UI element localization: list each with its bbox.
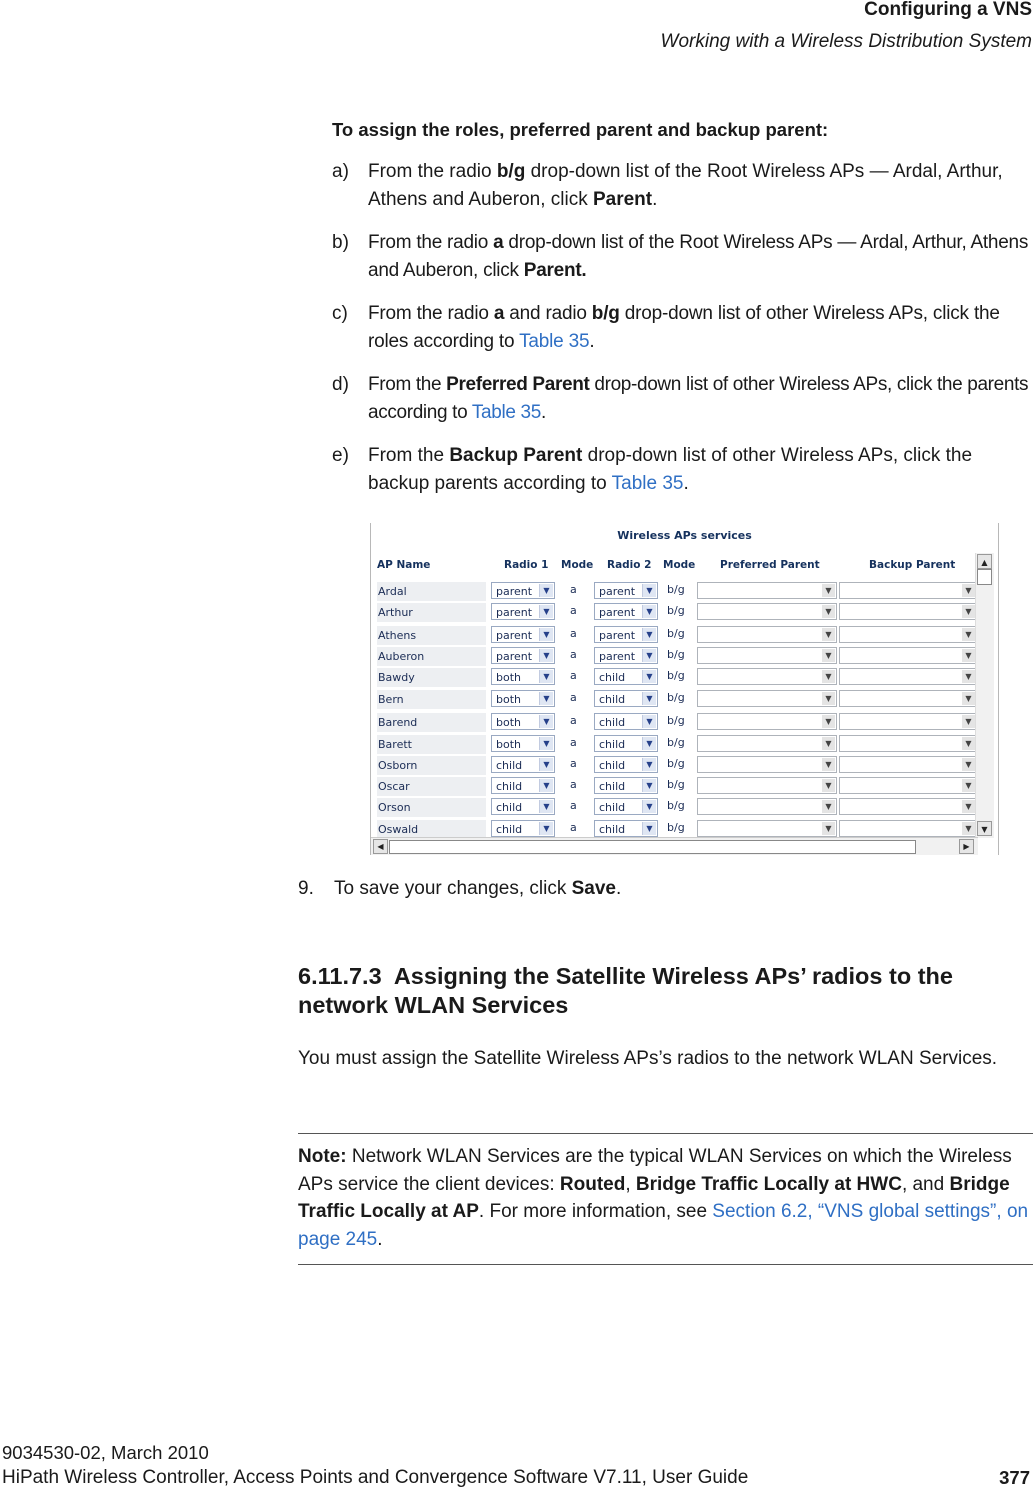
radio2-value: parent (599, 629, 636, 642)
section-number: 6.11.7.3 (298, 963, 382, 989)
mode2-value: b/g (667, 648, 685, 661)
note-bold: Routed (559, 1173, 626, 1195)
chevron-down-icon: ▼ (539, 605, 553, 618)
radio2-select[interactable] (594, 582, 658, 599)
chevron-down-icon: ▼ (642, 649, 656, 662)
chevron-down-icon: ▼ (822, 649, 835, 662)
chevron-down-icon: ▼ (539, 822, 553, 835)
step-text: . (540, 402, 546, 423)
step-text: drop-down list of the Root Wireless APs — Ardal, Arthur, Athens and Auberon, click (368, 161, 1003, 210)
step-b (332, 229, 1032, 285)
mode1-value: a (570, 627, 577, 640)
body-paragraph: You must assign the Satellite Wireless APs’s radios to the network WLAN Services. (298, 1048, 998, 1069)
chevron-down-icon: ▼ (962, 628, 975, 641)
radio2-select[interactable] (594, 735, 658, 752)
radio2-value: child (599, 780, 626, 793)
chevron-down-icon: ▼ (642, 628, 656, 641)
wireless-aps-services-screenshot (370, 523, 999, 855)
radio1-select[interactable] (491, 777, 555, 794)
preferred-parent-select[interactable] (697, 756, 837, 773)
radio2-value: parent (599, 650, 636, 663)
preferred-parent-select[interactable] (697, 820, 837, 837)
ap-name: Athens (377, 626, 486, 645)
ap-name: Barett (377, 735, 486, 754)
chevron-down-icon: ▼ (822, 628, 835, 641)
radio1-select[interactable] (491, 756, 555, 773)
step-label: d) (332, 374, 349, 395)
chevron-down-icon: ▼ (822, 605, 835, 618)
chevron-down-icon: ▼ (962, 584, 975, 597)
step-bold: a (493, 232, 504, 253)
chevron-down-icon: ▼ (962, 779, 975, 792)
col-ap-name: AP Name (377, 559, 431, 571)
radio1-select[interactable] (491, 626, 555, 643)
radio2-select[interactable] (594, 756, 658, 773)
radio1-value: parent (496, 650, 533, 663)
ap-name: Bern (377, 690, 486, 709)
step-bold: b/g (591, 303, 620, 324)
backup-parent-select[interactable] (839, 735, 977, 752)
mode2-value: b/g (667, 757, 685, 770)
chevron-down-icon: ▼ (642, 779, 656, 792)
radio1-value: parent (496, 629, 533, 642)
mode2-value: b/g (667, 736, 685, 749)
chevron-down-icon: ▼ (539, 649, 553, 662)
chevron-down-icon: ▼ (822, 758, 835, 771)
col-radio2: Radio 2 (607, 559, 652, 571)
ap-name: Barend (377, 713, 486, 732)
radio2-select[interactable] (594, 647, 658, 664)
step-text: . (652, 189, 658, 210)
chevron-down-icon: ▼ (962, 605, 975, 618)
chevron-down-icon: ▼ (962, 692, 975, 705)
step-bold: Parent. (523, 260, 587, 281)
step-c (332, 300, 1032, 356)
mode2-value: b/g (667, 821, 685, 834)
radio1-value: child (496, 823, 523, 836)
radio1-select[interactable] (491, 690, 555, 707)
step-text: From the (368, 445, 450, 466)
step-text: drop-down list of the Root Wireless APs — Ardal, Arthur, Athens and Auberon, click (368, 232, 1029, 281)
note-bold: Bridge Traffic Locally at HWC (635, 1173, 902, 1195)
note-label: Note: (298, 1146, 347, 1167)
backup-parent-select[interactable] (839, 690, 977, 707)
step-bold: a (493, 303, 505, 324)
step-text: drop-down list of other Wireless APs, click the backup parents according to (368, 445, 973, 494)
step-bold: Parent (592, 189, 653, 210)
radio2-value: child (599, 801, 626, 814)
radio1-value: child (496, 801, 523, 814)
radio1-select[interactable] (491, 798, 555, 815)
chevron-down-icon: ▼ (539, 628, 553, 641)
chevron-down-icon: ▼ (962, 800, 975, 813)
chevron-down-icon: ▼ (822, 670, 835, 683)
table-35-link[interactable]: Table 35 (519, 331, 590, 352)
step-text: . (683, 473, 689, 494)
step-text: From the radio (368, 161, 497, 182)
col-backup-parent: Backup Parent (869, 559, 956, 571)
chevron-down-icon: ▼ (642, 692, 656, 705)
step-a (332, 158, 1032, 214)
mode1-value: a (570, 799, 577, 812)
ap-name: Auberon (377, 647, 486, 666)
note-text: Network WLAN Services are the typical WLAN Services on which the Wireless APs service the client devices: (298, 1146, 1012, 1195)
step-bold: Save (571, 878, 616, 899)
preferred-parent-select[interactable] (697, 777, 837, 794)
chevron-down-icon: ▼ (822, 779, 835, 792)
chevron-down-icon: ▼ (539, 715, 553, 728)
chevron-down-icon: ▼ (962, 670, 975, 683)
radio1-value: parent (496, 585, 533, 598)
scroll-right-icon[interactable]: ▶ (959, 839, 974, 854)
radio1-select[interactable] (491, 735, 555, 752)
chevron-down-icon: ▼ (642, 605, 656, 618)
chevron-down-icon: ▼ (642, 670, 656, 683)
ap-name: Oswald (377, 820, 486, 839)
scroll-thumb[interactable] (389, 840, 916, 854)
ap-name: Arthur (377, 603, 486, 622)
chevron-down-icon: ▼ (962, 737, 975, 750)
mode1-value: a (570, 669, 577, 682)
chevron-down-icon: ▼ (539, 737, 553, 750)
mode2-value: b/g (667, 691, 685, 704)
chevron-down-icon: ▼ (642, 758, 656, 771)
mode2-value: b/g (667, 627, 685, 640)
chevron-down-icon: ▼ (822, 692, 835, 705)
radio1-select[interactable] (491, 713, 555, 730)
preferred-parent-select[interactable] (697, 582, 837, 599)
radio1-select[interactable] (491, 668, 555, 685)
scroll-thumb[interactable] (977, 569, 992, 585)
radio2-value: parent (599, 585, 636, 598)
step-text: From the radio (368, 303, 494, 324)
radio1-select[interactable] (491, 603, 555, 620)
step-d (332, 371, 1032, 427)
backup-parent-select[interactable] (839, 626, 977, 643)
note-bottom-rule (298, 1264, 1033, 1265)
step-text: From the (368, 374, 447, 395)
step-label: a) (332, 161, 349, 182)
mode2-value: b/g (667, 778, 685, 791)
radio2-value: child (599, 738, 626, 751)
preferred-parent-select[interactable] (697, 798, 837, 815)
chevron-down-icon: ▼ (642, 800, 656, 813)
mode2-value: b/g (667, 604, 685, 617)
preferred-parent-select[interactable] (697, 668, 837, 685)
step-bold: Backup Parent (449, 445, 583, 466)
backup-parent-select[interactable] (839, 777, 977, 794)
mode1-value: a (570, 778, 577, 791)
radio1-select[interactable] (491, 647, 555, 664)
chevron-down-icon: ▼ (539, 584, 553, 597)
note-text: , (625, 1173, 636, 1195)
step-label: c) (332, 303, 348, 324)
section-6-2-link[interactable]: Section 6.2, “VNS global settings”, on page 245 (298, 1201, 1029, 1250)
chevron-down-icon: ▼ (962, 715, 975, 728)
procedure-title: To assign the roles, preferred parent and backup parent: (332, 119, 829, 140)
chevron-down-icon: ▼ (962, 649, 975, 662)
chevron-down-icon: ▼ (822, 800, 835, 813)
table-35-link[interactable]: Table 35 (611, 473, 684, 494)
chevron-down-icon: ▼ (539, 670, 553, 683)
mode2-value: b/g (667, 669, 685, 682)
mode1-value: a (570, 736, 577, 749)
step-bold: Preferred Parent (446, 374, 590, 395)
radio1-value: both (496, 693, 521, 706)
note-top-rule (298, 1133, 1033, 1134)
chevron-down-icon: ▼ (642, 822, 656, 835)
radio2-select[interactable] (594, 777, 658, 794)
horizontal-scrollbar[interactable] (371, 837, 978, 855)
step-text: . (616, 878, 622, 899)
table-35-link[interactable]: Table 35 (471, 402, 541, 423)
radio1-value: both (496, 671, 521, 684)
chevron-down-icon: ▼ (539, 758, 553, 771)
note-bold: Bridge Traffic Locally at AP (298, 1173, 1010, 1222)
radio2-select[interactable] (594, 603, 658, 620)
chevron-down-icon: ▼ (822, 737, 835, 750)
section-heading (298, 962, 1018, 1020)
radio1-value: child (496, 780, 523, 793)
step-text: drop-down list of other Wireless APs, click the roles according to (368, 303, 1000, 352)
mode1-value: a (570, 714, 577, 727)
mode1-value: a (570, 821, 577, 834)
radio2-value: child (599, 716, 626, 729)
panel-title: Wireless APs services (617, 529, 752, 542)
mode2-value: b/g (667, 714, 685, 727)
chevron-down-icon: ▼ (642, 715, 656, 728)
page-number: 377 (999, 1467, 1030, 1488)
preferred-parent-select[interactable] (697, 626, 837, 643)
col-mode2: Mode (663, 559, 696, 571)
step-label: 9. (298, 878, 314, 899)
radio2-value: parent (599, 606, 636, 619)
step-text: and radio (504, 303, 592, 324)
mode1-value: a (570, 648, 577, 661)
step-text: To save your changes, click (334, 878, 572, 899)
scroll-up-icon[interactable]: ▲ (977, 554, 992, 569)
preferred-parent-select[interactable] (697, 603, 837, 620)
radio2-select[interactable] (594, 626, 658, 643)
radio1-select[interactable] (491, 820, 555, 837)
step-text: drop-down list of other Wireless APs, click the parents according to (368, 374, 1029, 423)
col-mode1: Mode (561, 559, 594, 571)
step-label: e) (332, 445, 349, 466)
mode2-value: b/g (667, 583, 685, 596)
vertical-scrollbar[interactable] (975, 553, 994, 838)
radio1-value: both (496, 738, 521, 751)
radio1-select[interactable] (491, 582, 555, 599)
ap-name: Oscar (377, 777, 486, 796)
backup-parent-select[interactable] (839, 582, 977, 599)
chevron-down-icon: ▼ (822, 822, 835, 835)
radio2-value: child (599, 671, 626, 684)
running-header-subtitle: Working with a Wireless Distribution System (660, 31, 1032, 52)
chevron-down-icon: ▼ (962, 822, 975, 835)
backup-parent-select[interactable] (839, 756, 977, 773)
preferred-parent-select[interactable] (697, 735, 837, 752)
footer-guide-title: HiPath Wireless Controller, Access Points and Convergence Software V7.11, User Guide (2, 1467, 749, 1488)
note-text: . For more information, see (478, 1201, 713, 1222)
backup-parent-select[interactable] (839, 647, 977, 664)
footer-doc-id: 9034530-02, March 2010 (2, 1442, 209, 1463)
chevron-down-icon: ▼ (642, 737, 656, 750)
radio2-select[interactable] (594, 820, 658, 837)
radio1-value: both (496, 716, 521, 729)
chevron-down-icon: ▼ (539, 692, 553, 705)
mode1-value: a (570, 604, 577, 617)
mode1-value: a (570, 583, 577, 596)
backup-parent-select[interactable] (839, 668, 977, 685)
backup-parent-select[interactable] (839, 603, 977, 620)
mode1-value: a (570, 757, 577, 770)
chevron-down-icon: ▼ (539, 779, 553, 792)
col-radio1: Radio 1 (504, 559, 549, 571)
preferred-parent-select[interactable] (697, 690, 837, 707)
note-text: . (377, 1228, 383, 1250)
ap-name: Bawdy (377, 668, 486, 687)
col-preferred-parent: Preferred Parent (720, 559, 820, 571)
step-e (332, 442, 1032, 498)
radio2-select[interactable] (594, 690, 658, 707)
note-text: , and (901, 1173, 950, 1195)
radio2-select[interactable] (594, 798, 658, 815)
radio1-value: child (496, 759, 523, 772)
backup-parent-select[interactable] (839, 798, 977, 815)
ap-name: Orson (377, 798, 486, 817)
radio2-value: child (599, 693, 626, 706)
ap-name: Osborn (377, 756, 486, 775)
backup-parent-select[interactable] (839, 820, 977, 837)
step-text: . (589, 331, 595, 352)
mode1-value: a (570, 691, 577, 704)
step-text: From the radio (368, 232, 494, 253)
scroll-left-icon[interactable]: ◀ (373, 839, 388, 854)
preferred-parent-select[interactable] (697, 713, 837, 730)
radio2-select[interactable] (594, 713, 658, 730)
ap-name: Ardal (377, 582, 486, 601)
chevron-down-icon: ▼ (642, 584, 656, 597)
radio2-value: child (599, 759, 626, 772)
chevron-down-icon: ▼ (822, 715, 835, 728)
chevron-down-icon: ▼ (539, 800, 553, 813)
radio2-select[interactable] (594, 668, 658, 685)
running-header-title: Configuring a VNS (864, 0, 1032, 20)
note-block (298, 1143, 1032, 1253)
section-title: Assigning the Satellite Wireless APs’ radios to the network WLAN Services (298, 963, 953, 1018)
radio2-value: child (599, 823, 626, 836)
step-label: b) (332, 232, 349, 253)
step-9 (298, 875, 998, 903)
mode2-value: b/g (667, 799, 685, 812)
backup-parent-select[interactable] (839, 713, 977, 730)
scroll-down-icon[interactable]: ▼ (977, 821, 992, 836)
radio1-value: parent (496, 606, 533, 619)
preferred-parent-select[interactable] (697, 647, 837, 664)
chevron-down-icon: ▼ (962, 758, 975, 771)
chevron-down-icon: ▼ (822, 584, 835, 597)
step-bold: b/g (496, 161, 526, 182)
